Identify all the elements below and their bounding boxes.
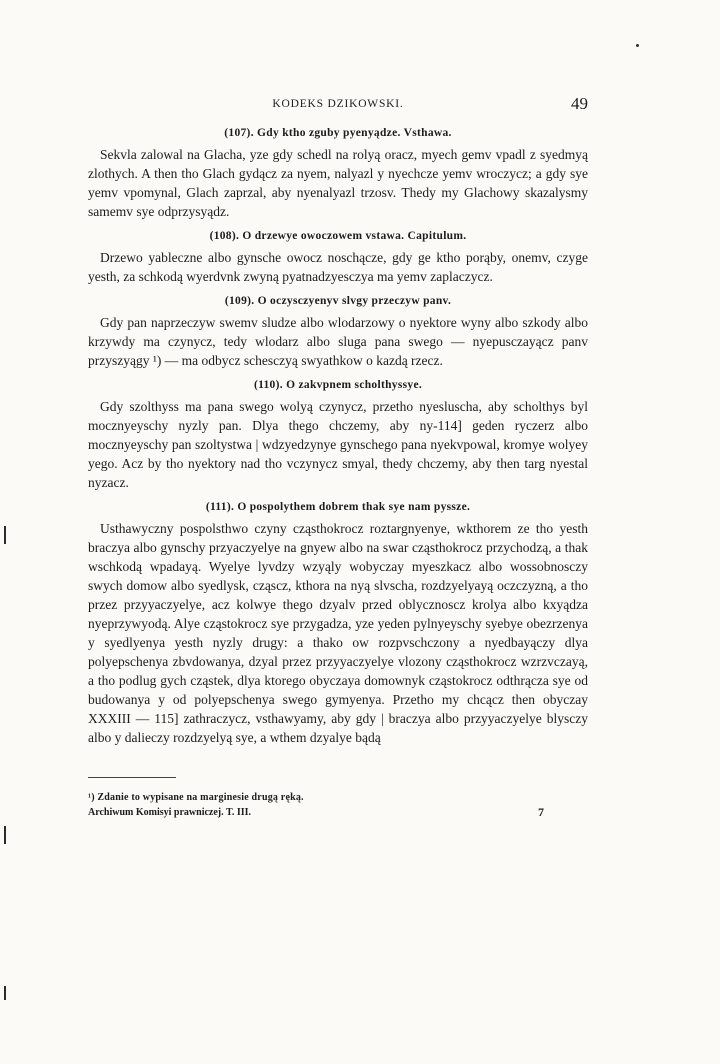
- footer: [88, 805, 588, 821]
- source-line: Archiwum Komisyi prawniczej. T. III.: [88, 807, 252, 818]
- margin-mark: [4, 826, 6, 844]
- running-head: [88, 92, 588, 118]
- section-heading: (110). O zakvpnem scholthyssye.: [253, 379, 423, 391]
- section-107: [88, 127, 588, 221]
- printer-signature: 7: [538, 805, 544, 819]
- section-heading: (107). Gdy ktho zguby pyenyądze. Vsthawa.: [224, 127, 452, 139]
- paragraph: Drzewo yableczne albo gynsche owocz noschącze, gdy ge ktho porąby, onemv, czyge yesth, za schkodą wyerdvnk zwyną pyatnadzyesczya ma yemv zaplaczycz.: [88, 250, 588, 284]
- paragraph: Gdy pan naprzeczyw swemv sludze albo wlodarzowy o nyektore wyny albo szkody albo krzywdy ma czynycz, tedy wlodarz albo sluga pana swego — nyepusczayącz panv przyszyągy ¹) — ma odbycz schesczyą swyathkow o kazdą rzecz.: [88, 315, 588, 368]
- footnote: ¹) Zdanie to wypisane na marginesie drugą ręką.: [88, 792, 304, 803]
- footnote-divider: [88, 777, 176, 778]
- running-title: KODEKS DZIKOWSKI.: [272, 98, 404, 110]
- speck: [636, 44, 639, 47]
- section-heading: (109). O oczysczyenyv slvgy przeczyw panv.: [224, 295, 452, 307]
- paragraph: Sekvla zalowal na Glacha, yze gdy schedl na rolyą oracz, myech gemv vpadl z syedmyą zlothych. A then tho Glach gydącz za nyem, nalyazl y nyechcze yemv wroczycz; a gdy sye yemv vpomynal, Glach zaprzal, aby nyenalyazl trzosv. Thedy my Glachowy skazalysmy samemv sye odprzysyądz.: [88, 147, 588, 219]
- margin-mark: [4, 526, 6, 544]
- section-heading: (108). O drzewye owoczowem vstawa. Capitulum.: [209, 230, 467, 242]
- paragraph: Usthawyczny pospolsthwo czyny cząsthokrocz roztargnyenye, wkthorem ze tho yesth braczya albo gynschy przyaczyelye na gnyew albo na swar cząsthokrocz przychodzą, a thak wschkodą wpadayą. Wyelye lyvdzy wzyąly wobyczay myeszkacz albo wossobnosczy swych domow albo syedlysk, cząscz, kthora na nyą slvscha, rozdzyelyayą oczczyzną, a tho przez przyyaczyelye, acz kolwye thego dzyalv przed oblycznoscz krolya albo kxyądza nyeprzywyodą. Alye cząstokrocz sye przygadza, yze yeden pylnyeyschy syebye obezrzenya y syedlyenya yesth nyzly drugy: a thako ow rozpvschczony a nyedbayączy dlya polyepschenya zbvdowanya, dzyal przez przyyaczyelye vlozony cząsthokrocz wzrzvczayą, a tho podlug gych cząstek, dlya ktorego obyczaya domownyk cząstokrocz odthrącza sye od budowanya y od polyepschenya swego gymyenya. Przetho my chcącz then obyczay XXXIII — 115] zathraczycz, vsthawyamy, aby gdy | braczya albo przyyaczyelye blysczy albo y dalieczy rozdzyelyą sye, a wthem dzyalye bądą: [88, 521, 588, 745]
- section-111: [88, 501, 588, 747]
- paragraph: Gdy szolthyss ma pana swego wolyą czynycz, przetho nyesluscha, aby scholthys byl mocznyeyschy nyzly pan. Dlya thego chczemy, aby ny-114] geden ryczerz albo mocznyeyschy pan szoltystwa | wdzyedzynye gynschego pana nyekvpowal, kromye wolyey yego. Acz by tho nyektory nad tho vczynycz smyal, thedy chczemy, aby then targ nyestal nyzacz.: [88, 399, 588, 490]
- section-109: [88, 295, 588, 370]
- section-heading: (111). O pospolythem dobrem thak sye nam pyssze.: [205, 501, 471, 513]
- margin-mark: [4, 986, 6, 1000]
- section-108: [88, 230, 588, 286]
- page-body: [88, 92, 588, 821]
- section-110: [88, 379, 588, 492]
- page-number: 49: [571, 94, 588, 113]
